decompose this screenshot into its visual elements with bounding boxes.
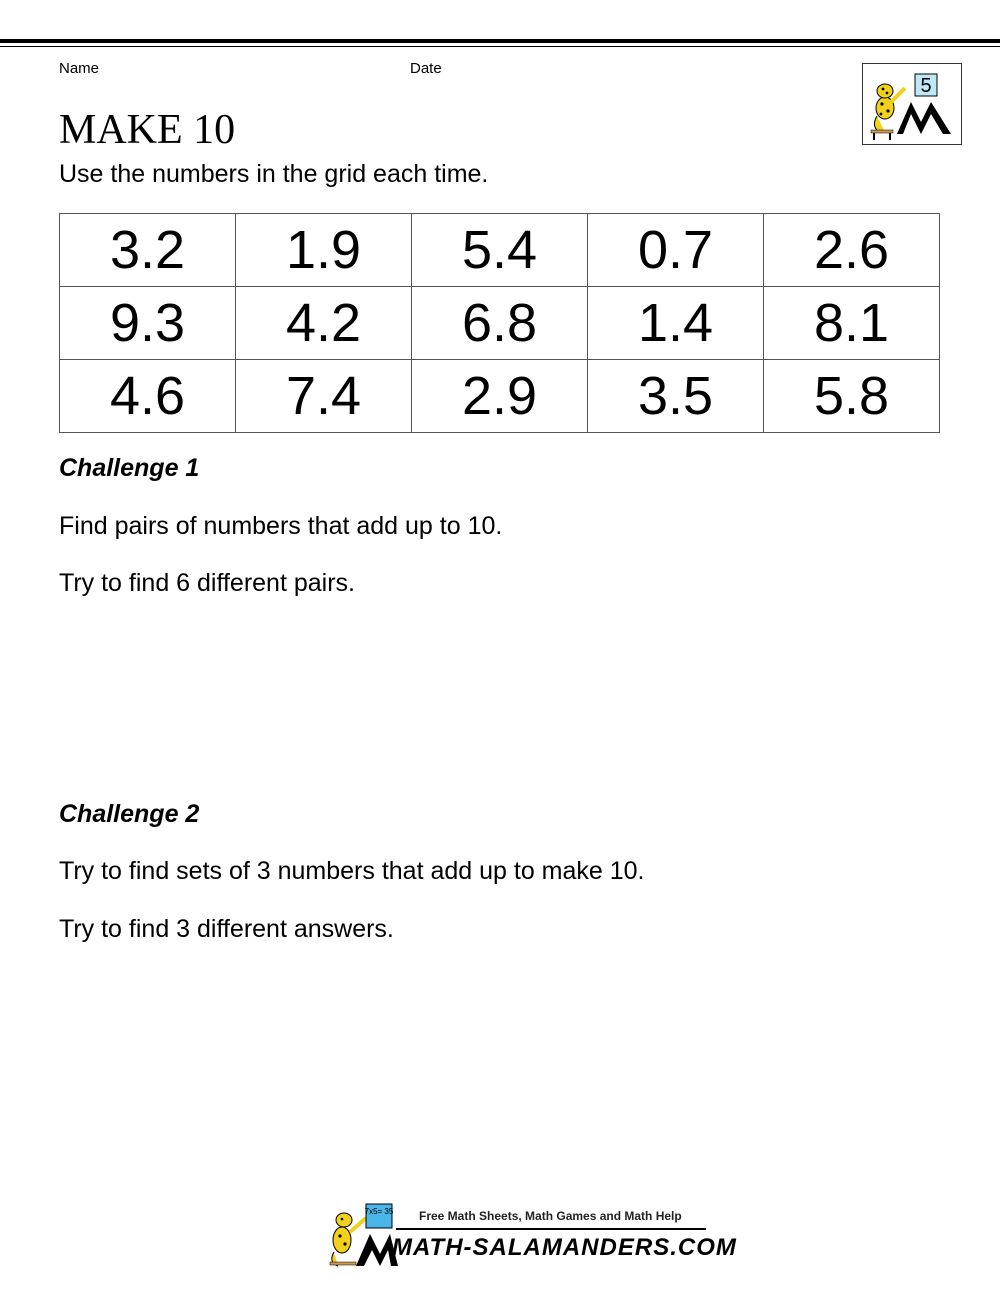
page-title: MAKE 10 [59,107,236,153]
instructions: Use the numbers in the grid each time. [59,160,489,188]
name-label: Name [59,60,100,77]
footer-rule [396,1228,706,1230]
challenge-1-goal: Try to find 6 different pairs. [59,569,355,597]
footer-site-url[interactable]: MATH-SALAMANDERS.COM [392,1234,737,1261]
grid-cell: 4.2 [236,287,412,360]
grid-cell: 3.5 [588,360,764,433]
grid-cell: 5.8 [764,360,940,433]
grid-row [60,214,940,287]
challenge-1-heading: Challenge 1 [59,454,200,482]
top-rule [0,39,1000,43]
mini-card-text: 7x5= 35 [364,1207,394,1216]
grid-row [60,360,940,433]
top-rule-thin [0,46,1000,47]
grid-cell: 8.1 [764,287,940,360]
number-grid [59,213,940,433]
grid-cell: 9.3 [60,287,236,360]
grid-cell: 2.9 [412,360,588,433]
salamander-icon [863,64,961,144]
grid-cell: 7.4 [236,360,412,433]
grid-row [60,287,940,360]
challenge-2-text: Try to find sets of 3 numbers that add up to make 10. [59,857,645,885]
grid-cell: 4.6 [60,360,236,433]
date-label: Date [410,60,442,77]
svg-text:5: 5 [920,75,932,97]
challenge-2-goal: Try to find 3 different answers. [59,915,394,943]
grid-cell: 2.6 [764,214,940,287]
grid-cell: 6.8 [412,287,588,360]
grid-cell: 1.4 [588,287,764,360]
grid-cell: 0.7 [588,214,764,287]
challenge-2-heading: Challenge 2 [59,800,200,828]
salamander-logo [862,63,962,145]
grid-cell: 5.4 [412,214,588,287]
footer-tagline: Free Math Sheets, Math Games and Math Help [419,1209,682,1223]
grid-cell: 3.2 [60,214,236,287]
challenge-1-text: Find pairs of numbers that add up to 10. [59,512,503,540]
grid-cell: 1.9 [236,214,412,287]
